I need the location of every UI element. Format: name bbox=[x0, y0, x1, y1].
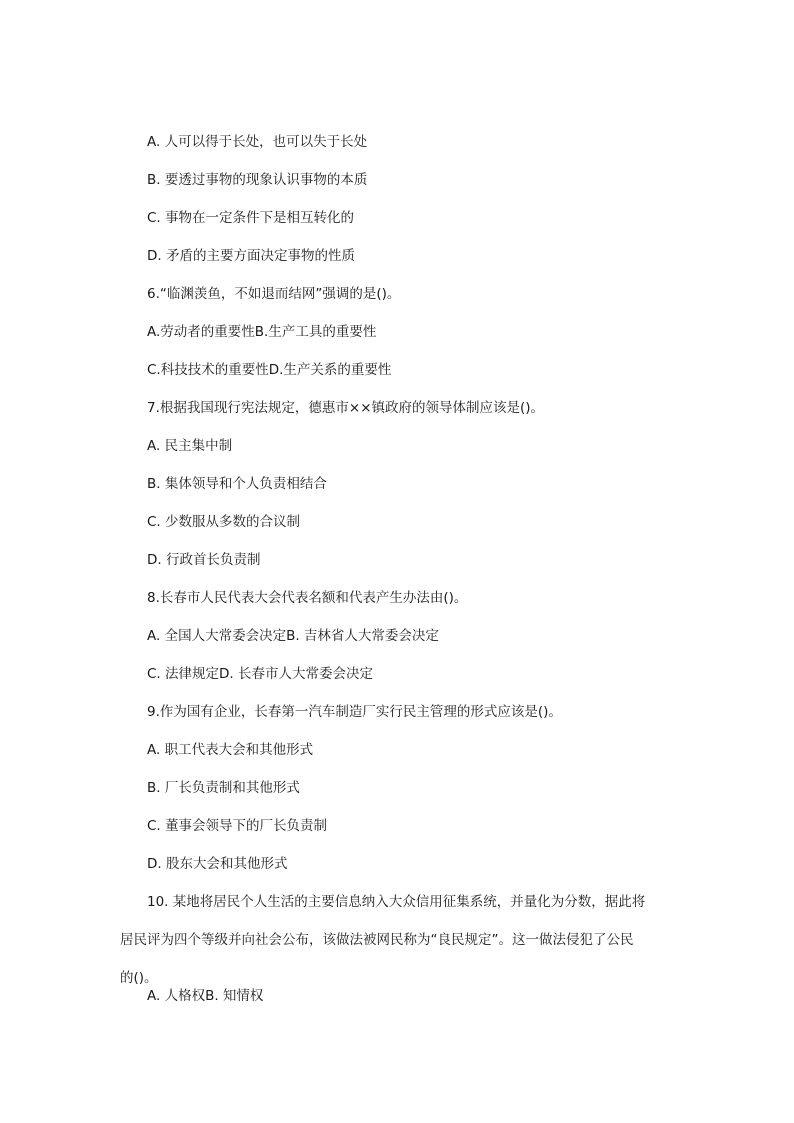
q8-options-ab: A. 全国人大常委会决定B. 吉林省人大常委会决定 bbox=[147, 628, 439, 644]
q6-options-cd: C.科技技术的重要性D.生产关系的重要性 bbox=[147, 362, 392, 378]
q7-option-b: B. 集体领导和个人负责相结合 bbox=[147, 476, 327, 492]
q9-option-a: A. 职工代表大会和其他形式 bbox=[147, 742, 314, 758]
q7-stem: 7.根据我国现行宪法规定，德惠市××镇政府的领导体制应该是()。 bbox=[147, 400, 545, 416]
q5-option-d: D. 矛盾的主要方面决定事物的性质 bbox=[147, 248, 355, 264]
q10-stem-line-1: 10. 某地将居民个人生活的主要信息纳入大众信用征集系统，并量化为分数，据此将 bbox=[147, 894, 646, 910]
q7-option-a: A. 民主集中制 bbox=[147, 438, 233, 454]
q10-options-ab: A. 人格权B. 知情权 bbox=[147, 988, 264, 1004]
q9-option-c: C. 董事会领导下的厂长负责制 bbox=[147, 818, 328, 834]
q7-option-c: C. 少数服从多数的合议制 bbox=[147, 514, 301, 530]
q5-option-b: B. 要透过事物的现象认识事物的本质 bbox=[147, 172, 368, 188]
q5-option-a: A. 人可以得于长处，也可以失于长处 bbox=[147, 134, 368, 150]
q8-stem: 8.长春市人民代表大会代表名额和代表产生办法由()。 bbox=[147, 590, 468, 606]
q5-option-c: C. 事物在一定条件下是相互转化的 bbox=[147, 210, 355, 226]
document-body bbox=[0, 133, 794, 1025]
q9-stem: 9.作为国有企业，长春第一汽车制造厂实行民主管理的形式应该是()。 bbox=[147, 704, 562, 720]
q9-option-b: B. 厂长负责制和其他形式 bbox=[147, 780, 300, 796]
q8-options-cd: C. 法律规定D. 长春市人大常委会决定 bbox=[147, 666, 373, 682]
q10-stem bbox=[0, 893, 674, 987]
q7-option-d: D. 行政首长负责制 bbox=[147, 552, 261, 568]
q9-option-d: D. 股东大会和其他形式 bbox=[147, 856, 288, 872]
q6-options-ab: A.劳动者的重要性B.生产工具的重要性 bbox=[147, 324, 377, 340]
q10-stem-line-3: 的()。 bbox=[120, 970, 158, 986]
q6-stem: 6.“临渊羡鱼，不如退而结网”强调的是()。 bbox=[147, 286, 401, 302]
q10-stem-line-2: 居民评为四个等级并向社会公布，该做法被网民称为“良民规定”。这一做法侵犯了公民 bbox=[120, 932, 634, 948]
